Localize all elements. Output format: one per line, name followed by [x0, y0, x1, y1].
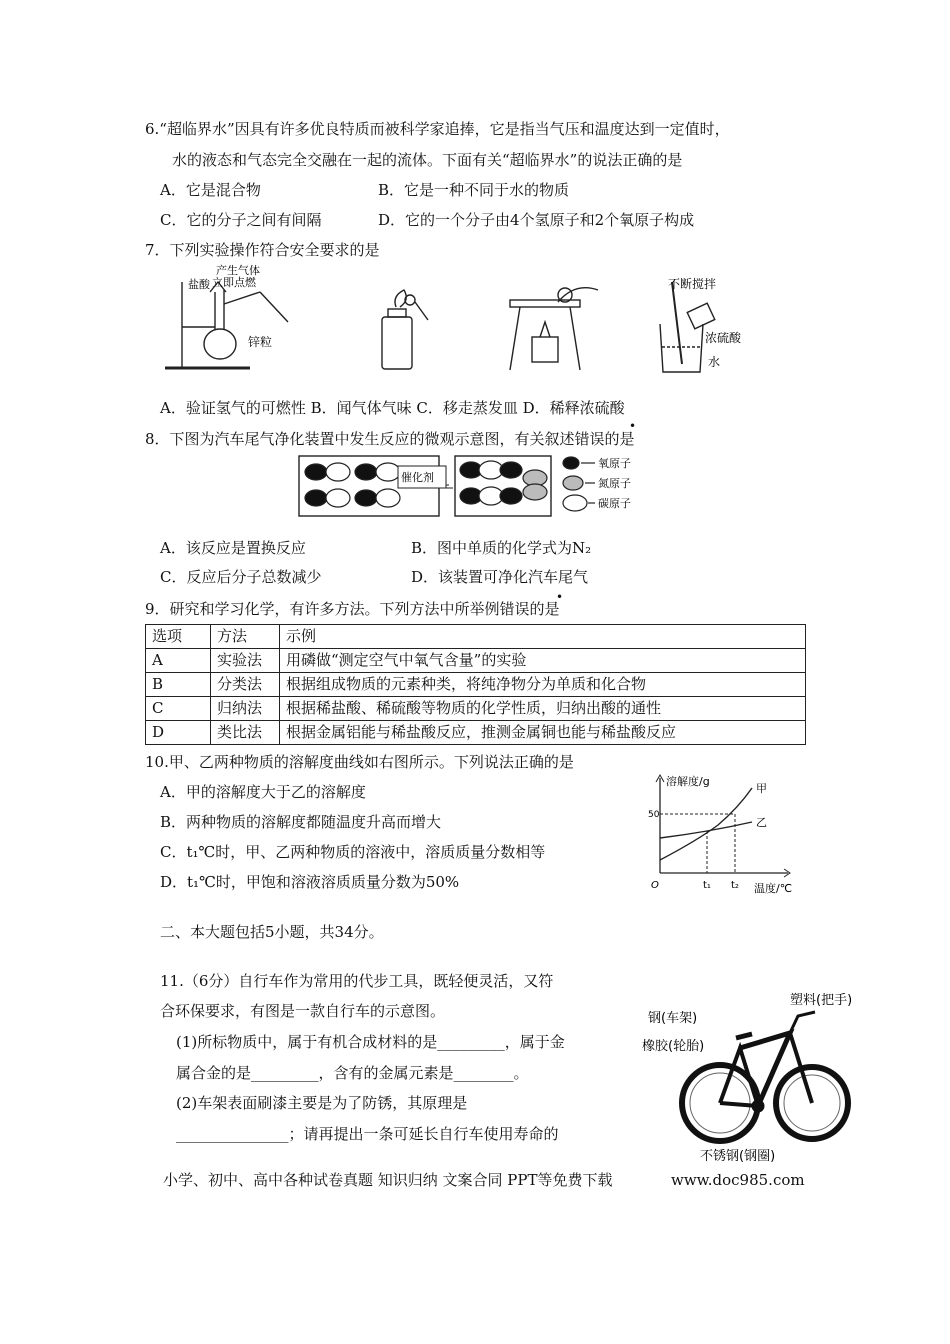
figure-a-hydrogen — [165, 282, 288, 368]
q7-stem: 7．下列实验操作符合安全要求的是 — [145, 241, 380, 259]
q8-option-c: C．反应后分子总数减少 — [160, 568, 322, 586]
header-cell: 方法 — [211, 625, 280, 649]
emphasis-dot: • — [556, 590, 564, 604]
header-cell: 选项 — [146, 625, 211, 649]
table-cell: 根据组成物质的元素种类，将纯净物分为单质和化合物 — [280, 673, 806, 697]
table-cell: 用磷做“测定空气中氧气含量”的实验 — [280, 649, 806, 673]
fig-a-label-acid: 盐酸 — [188, 278, 210, 291]
catalyst-label: 催化剂 — [401, 471, 434, 484]
q10-option-c: C．t₁℃时，甲、乙两种物质的溶液中，溶质质量分数相等 — [160, 843, 546, 861]
fig-a-label-ignite: 立即点燃 — [212, 276, 256, 289]
q10-option-d: D．t₁℃时，甲饱和溶液溶质质量分数为50% — [160, 873, 460, 891]
q11-line4: 属合金的是_________，含有的金属元素是________。 — [176, 1064, 529, 1082]
emphasis-dot: • — [629, 419, 637, 433]
fig-d-label-water: 水 — [708, 355, 721, 369]
curve-label-jia: 甲 — [756, 782, 767, 795]
fig-a-label-zinc: 锌粒 — [248, 335, 273, 349]
curve-yi — [660, 822, 752, 838]
table-row — [146, 649, 806, 673]
q8-option-b: B．图中单质的化学式为N₂ — [411, 539, 592, 557]
figure-c-evaporate — [510, 288, 598, 370]
frame — [720, 1048, 758, 1106]
label-plastic-handle: 塑料(把手) — [790, 993, 853, 1008]
table-cell: C — [146, 697, 211, 721]
table-row — [146, 721, 806, 745]
q11-line6: _______________；请再提出一条可延长自行车使用寿命的 — [176, 1125, 559, 1143]
q10-stem: 10.甲、乙两种物质的溶解度曲线如右图所示。下列说法正确的是 — [145, 753, 574, 771]
q9-table — [145, 624, 806, 745]
bicycle-figure — [640, 988, 855, 1168]
q11-line3: (1)所标物质中，属于有机合成材料的是_________，属于金 — [176, 1033, 565, 1051]
table-cell: 根据稀盐酸、稀硫酸等物质的化学性质，归纳出酸的通性 — [280, 697, 806, 721]
footer-text: 小学、初中、高中各种试卷真题 知识归纳 文案合同 PPT等免费下载 — [163, 1171, 613, 1189]
q11-line5: (2)车架表面刷漆主要是为了防锈，其原理是 — [176, 1094, 468, 1112]
q10-option-a: A．甲的溶解度大于乙的溶解度 — [160, 783, 366, 801]
q8-stem: 8．下图为汽车尾气净化装置中发生反应的微观示意图，有关叙述错误的是 — [145, 430, 635, 448]
legend-carbon: 碳原子 — [598, 497, 631, 510]
x-tick-t1: t₁ — [703, 880, 711, 891]
solubility-graph — [648, 770, 808, 898]
table-cell: 分类法 — [211, 673, 280, 697]
fig-d-label-acid: 浓硫酸 — [705, 331, 742, 345]
q8-option-a: A．该反应是置换反应 — [160, 539, 306, 557]
q6-option-d: D．它的一个分子由4个氢原子和2个氧原子构成 — [378, 211, 695, 229]
q6-option-c: C．它的分子之间有间隔 — [160, 211, 322, 229]
q6-line2: 水的液态和气态完全交融在一起的流体。下面有关“超临界水”的说法正确的是 — [172, 151, 683, 169]
x-axis-label: 温度/℃ — [754, 882, 793, 895]
table-cell: 根据金属铝能与稀盐酸反应，推测金属铜也能与稀盐酸反应 — [280, 721, 806, 745]
figure-b-smell — [382, 290, 428, 369]
curve-jia — [660, 788, 752, 860]
table-cell: B — [146, 673, 211, 697]
legend-nitrogen: 氮原子 — [598, 477, 631, 490]
q7-options: A．验证氢气的可燃性 B．闻气体气味 C．移走蒸发皿 D．稀释浓硫酸 — [160, 399, 625, 417]
table-header-row — [146, 625, 806, 649]
origin-label: O — [651, 880, 659, 891]
header-cell: 示例 — [280, 625, 806, 649]
q6-option-a: A．它是混合物 — [160, 181, 261, 199]
q10-option-b: B．两种物质的溶解度都随温度升高而增大 — [160, 813, 442, 831]
table-cell: D — [146, 721, 211, 745]
legend-oxygen: 氧原子 — [598, 457, 631, 470]
section-2-heading: 二、本大题包括5小题，共34分。 — [160, 923, 384, 941]
table-cell: 实验法 — [211, 649, 280, 673]
q7-figures — [160, 262, 760, 387]
y-tick-50: 50 — [648, 810, 660, 820]
fig-d-label-stir: 不断搅拌 — [668, 277, 717, 291]
q9-stem: 9．研究和学习化学，有许多方法。下列方法中所举例错误的是 — [145, 600, 560, 618]
table-row — [146, 673, 806, 697]
table-cell: 类比法 — [211, 721, 280, 745]
q8-reaction-diagram — [295, 452, 665, 522]
q11-line1: 11.（6分）自行车作为常用的代步工具，既轻便灵活，又符 — [160, 972, 554, 990]
table-row — [146, 697, 806, 721]
x-tick-t2: t₂ — [731, 880, 739, 891]
q8-option-d: D．该装置可净化汽车尾气 — [411, 568, 589, 586]
curve-label-yi: 乙 — [756, 816, 767, 829]
label-steel-frame: 钢(车架) — [648, 1011, 698, 1026]
label-stainless-rim: 不锈钢(钢圈) — [700, 1149, 776, 1164]
figure-d-dilute — [660, 282, 715, 372]
q6-line1: 6.“超临界水”因具有许多优良特质而被科学家追捧，它是指当气压和温度达到一定值时， — [145, 120, 730, 138]
table-cell: A — [146, 649, 211, 673]
table-cell: 归纳法 — [211, 697, 280, 721]
y-axis-label: 溶解度/g — [666, 775, 710, 788]
fig-a-label-gas: 产生气体 — [216, 264, 260, 277]
label-rubber-tire: 橡胶(轮胎) — [642, 1039, 705, 1054]
q6-option-b: B．它是一种不同于水的物质 — [378, 181, 570, 199]
q11-line2: 合环保要求，有图是一款自行车的示意图。 — [160, 1002, 446, 1020]
footer-url[interactable]: www.doc985.com — [671, 1171, 805, 1189]
